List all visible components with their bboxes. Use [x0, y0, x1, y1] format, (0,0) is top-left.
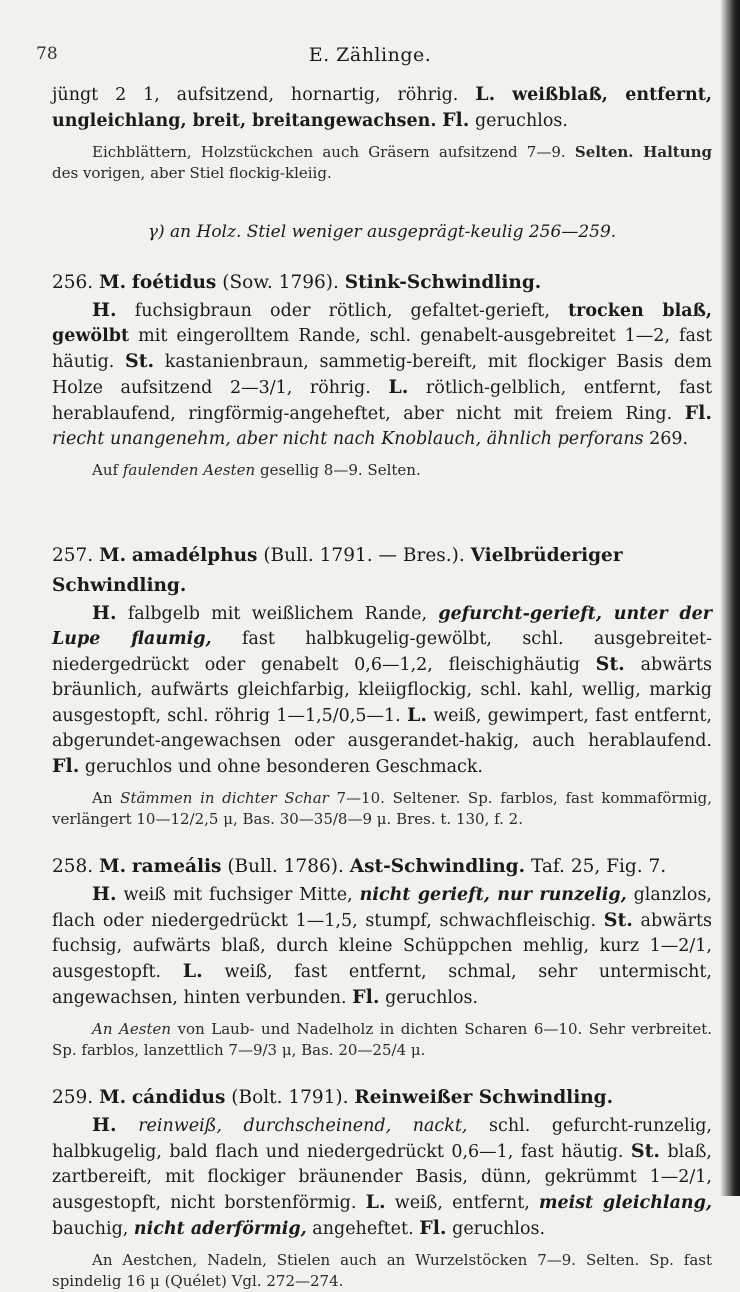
entry-description: H. fuchsigbraun oder rötlich, gefaltet-gerieft, trocken blaß, gewölbt mit eingerolltem Rande, schl. genabelt-ausgebreitet 1—2, fast häutig. St. kastanienbraun, sammetig-bereift, mit flockiger Basis dem Holze aufsitzend 2—3/1, röhrig. L. rötlich-gelblich, entfernt, fast herablaufend, ringförmig-angeheftet, aber nicht mit freiem Ring. Fl. riecht unangenehm, aber nicht nach Knoblauch, ähnlich perforans 269. — [52, 299, 712, 449]
page-body — [52, 82, 712, 1292]
entry-description: H. weiß mit fuchsiger Mitte, nicht gerieft, nur runzelig, glanzlos, flach oder niedergedrückt 1—1,5, stumpf, schwachfleischig. St. abwärts fuchsig, aufwärts blaß, durch kleine Schüppchen mehlig, kurz 1—2/1, ausgestopft. L. weiß, fast entfernt, schmal, sehr untermischt, angewachsen, hinten verbunden. Fl. geruchlos. — [52, 883, 712, 1008]
entry-description: H. falbgelb mit weißlichem Rande, gefurcht-gerieft, unter der Lupe flaumig, fast halbkugelig-gewölbt, schl. ausgebreitet-niedergedrückt oder genabelt 0,6—1,2, fleischighäutig St. abwärts bräunlich, aufwärts gleichfarbig, kleiigflockig, schl. kahl, wellig, markig ausgestopft, schl. röhrig 1—1,5/0,5—1. L. weiß, gewimpert, fast entfernt, abgerundet-angewachsen oder ausgerandet-hakig, auch herablaufend. Fl. geruchlos und ohne besonderen Geschmack. — [52, 602, 712, 777]
page-number: 78 — [36, 44, 58, 64]
species-entry-256 — [52, 268, 712, 481]
plate-reference: Taf. 25, Fig. 7. — [530, 856, 667, 877]
entry-habitat: An Aesten von Laub- und Nadelholz in dichten Scharen 6—10. Sehr verbreitet. Sp. farblos, lanzettlich 7—9/3 μ, Bas. 20—25/4 μ. — [52, 1020, 713, 1059]
entry-heading: 257. M. amadélphus (Bull. 1791. — Bres.). Vielbrüderiger Schwindling. — [52, 545, 623, 596]
page-header — [0, 44, 740, 72]
entry-habitat: Auf faulenden Aesten gesellig 8—9. Selten. — [92, 461, 421, 479]
entry-habitat: An Stämmen in dichter Schar 7—10. Seltener. Sp. farblos, fast kommaförmig, verlängert 10—12/2,5 μ, Bas. 30—35/8—9 μ. Bres. t. 130, f. 2. — [52, 789, 712, 828]
entry-habitat: An Aestchen, Nadeln, Stielen auch an Wurzelstöcken 7—9. Selten. Sp. fast spindelig 16 μ (Quélet) Vgl. 272—274. — [52, 1251, 712, 1290]
species-entry-258 — [52, 852, 712, 1061]
page-edge-shadow — [720, 0, 740, 1196]
entry-heading: 258. M. rameális (Bull. 1786). Ast-Schwindling. Taf. 25, Fig. 7. — [52, 856, 667, 877]
continuation-paragraph: jüngt 2 1, aufsitzend, hornartig, röhrig. L. weißblaß, entfernt, ungleichlang, breit, breitangewachsen. Fl. geruchlos. — [52, 83, 712, 131]
key-subheading: γ) an Holz. Stiel weniger ausgeprägt-keulig 256—259. — [147, 222, 617, 242]
species-entry-259 — [52, 1083, 712, 1292]
continuation-habitat: Eichblättern, Holzstückchen auch Gräsern aufsitzend 7—9. Selten. Haltung des vorigen, aber Stiel flockig-kleiig. — [52, 143, 712, 182]
entry-description: H. reinweiß, durchscheinend, nackt, schl. gefurcht-runzelig, halbkugelig, bald flach und niedergedrückt 0,6—1, fast häutig. St. blaß, zartbereift, mit flockiger bräunender Basis, dünn, gekrümmt 1—2/1, ausgestopft, nicht borstenförmig. L. weiß, entfernt, meist gleichlang, bauchig, nicht aderförmig, angeheftet. Fl. geruchlos. — [52, 1114, 712, 1239]
entry-heading: 259. M. cándidus (Bolt. 1791). Reinweißer Schwindling. — [52, 1087, 614, 1108]
entry-heading: 256. M. foétidus (Sow. 1796). Stink-Schwindling. — [52, 272, 542, 293]
running-title: E. Zählinge. — [308, 44, 432, 66]
species-entry-257 — [52, 541, 712, 830]
